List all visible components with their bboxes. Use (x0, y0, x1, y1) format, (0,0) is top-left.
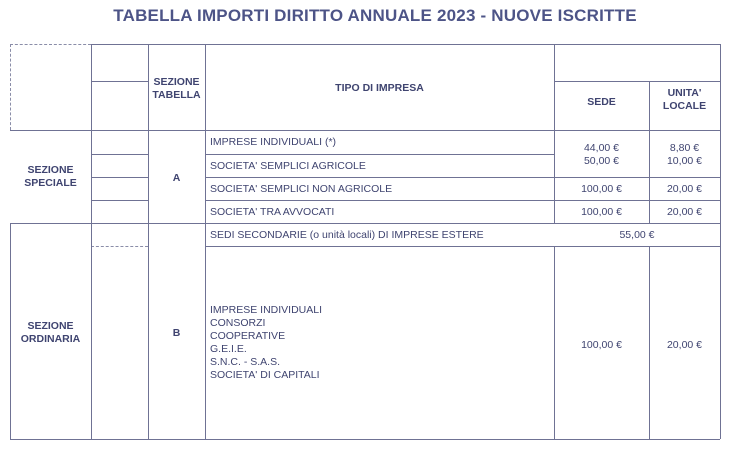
importo-sede: 44,00 € (583, 142, 620, 154)
table-border (720, 44, 721, 439)
header-sezione-tabella-line1: SEZIONE (153, 76, 200, 88)
list-item: SOCIETA' DI CAPITALI (210, 369, 320, 381)
importo-unita-locale: 20,00 € (666, 339, 703, 351)
table-border (10, 439, 720, 440)
table-divider (205, 200, 720, 201)
header-sede: SEDE (587, 96, 616, 108)
table-border-dashed (10, 44, 91, 45)
sezione-speciale-line2: SPECIALE (24, 177, 77, 189)
list-item: CONSORZI (210, 317, 266, 329)
table-border (91, 44, 720, 45)
table-divider (91, 154, 148, 155)
header-tipo-impresa: TIPO DI IMPRESA (335, 82, 424, 94)
sezione-ordinaria-line1: SEZIONE (27, 320, 74, 332)
list-item: IMPRESE INDIVIDUALI (210, 304, 323, 316)
importo-sede: 100,00 € (581, 183, 622, 195)
tipo-impresa-row: SOCIETA' SEMPLICI AGRICOLE (210, 160, 366, 172)
page-title: TABELLA IMPORTI DIRITTO ANNUALE 2023 - NUOVE ISCRITTE (113, 6, 637, 25)
sezione-ordinaria-line2: ORDINARIA (20, 333, 81, 345)
table-divider (205, 44, 206, 439)
table-divider (205, 246, 720, 247)
sezione-speciale-line1: SEZIONE (27, 164, 74, 176)
table-divider (10, 130, 720, 131)
importo-sede: 50,00 € (583, 155, 620, 167)
tipo-impresa-row: IMPRESE INDIVIDUALI (*) (210, 136, 337, 148)
table-divider (554, 44, 555, 223)
tabella-a: A (172, 172, 181, 184)
header-unita-locale-line1: UNITA' (667, 87, 702, 99)
table-divider (205, 177, 720, 178)
tabella-b: B (172, 327, 181, 339)
importo-sede: 100,00 € (581, 206, 622, 218)
sezione-ordinaria-label (10, 320, 91, 346)
importo-unita-locale: 10,00 € (666, 155, 703, 167)
table-divider (148, 44, 149, 439)
table-divider (91, 200, 148, 201)
table-divider (554, 81, 720, 82)
table-divider-dashed (91, 246, 148, 247)
tipo-impresa-row: SOCIETA' SEMPLICI NON AGRICOLE (210, 183, 393, 195)
sedi-secondarie-importo: 55,00 € (619, 229, 655, 241)
importo-unita-locale: 8,80 € (669, 142, 700, 154)
sedi-secondarie-label: SEDI SECONDARIE (o unità locali) DI IMPRESE ESTERE (210, 229, 484, 241)
header-sezione-tabella (148, 76, 205, 102)
importo-unita-locale: 20,00 € (666, 206, 703, 218)
importo-sede: 100,00 € (581, 339, 622, 351)
table-divider (205, 154, 554, 155)
table-border-dashed (10, 44, 11, 130)
header-unita-locale (649, 87, 720, 113)
list-item: G.E.I.E. (210, 343, 247, 355)
importo-unita-locale: 20,00 € (666, 183, 703, 195)
table-divider (10, 223, 720, 224)
list-item: S.N.C. - S.A.S. (210, 356, 281, 368)
tipo-impresa-row: SOCIETA' TRA AVVOCATI (210, 206, 335, 218)
table-divider (91, 44, 92, 439)
table-divider (91, 177, 148, 178)
header-unita-locale-line2: LOCALE (662, 100, 707, 112)
sezione-speciale-label (10, 164, 91, 190)
tipi-impresa-list (210, 304, 322, 382)
table-divider (91, 81, 148, 82)
header-sezione-tabella-line2: TABELLA (152, 89, 201, 101)
list-item: COOPERATIVE (210, 330, 286, 342)
